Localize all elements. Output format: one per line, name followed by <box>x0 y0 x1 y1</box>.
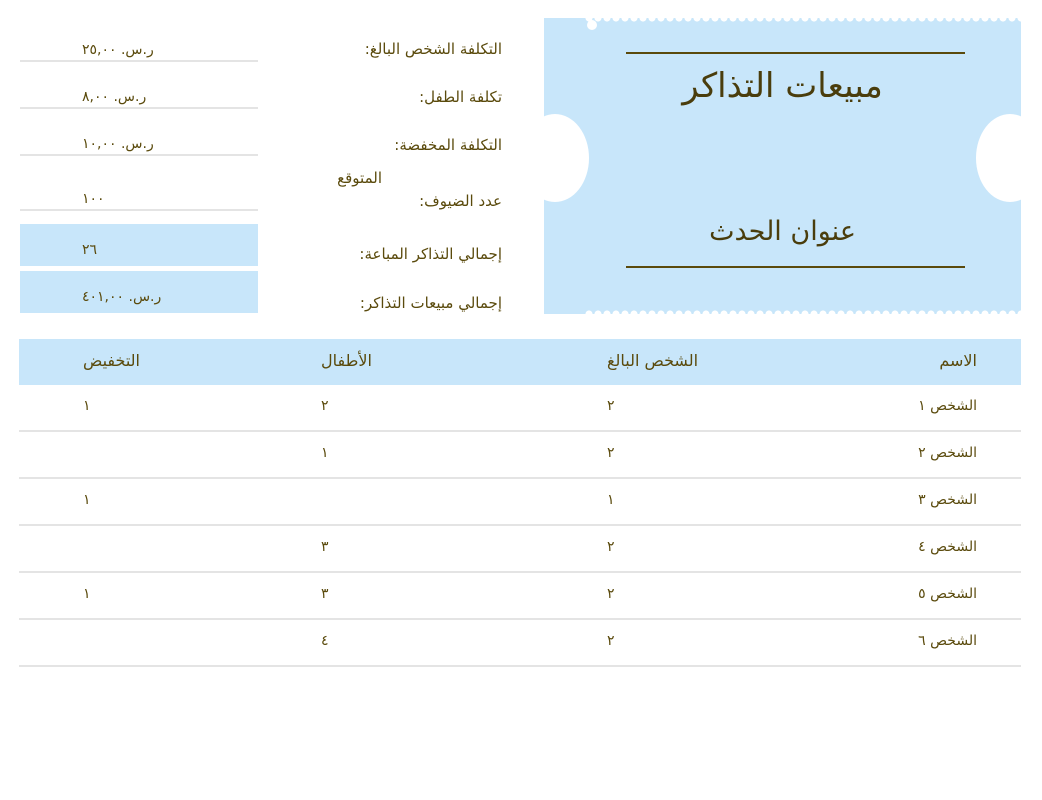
total-sales-value: ر.س. ٤٠١,٠٠ <box>82 289 162 305</box>
ticket-notch-left <box>544 114 589 202</box>
table-row <box>19 620 1021 667</box>
header-children[interactable]: الأطفال <box>321 351 372 370</box>
cell-children[interactable]: ٤ <box>321 633 329 649</box>
ticket-perforation-bottom <box>584 309 1021 314</box>
cell-name[interactable]: الشخص ٤ <box>918 539 977 555</box>
header-adult[interactable]: الشخص البالغ <box>607 351 699 370</box>
discount-cost-label: التكلفة المخفضة: <box>394 136 502 154</box>
adult-cost-label: التكلفة الشخص البالغ: <box>364 40 502 58</box>
ticket-punch-hole <box>587 20 597 30</box>
cell-adult[interactable]: ٢ <box>607 586 615 602</box>
cell-adult[interactable]: ٢ <box>607 633 615 649</box>
cell-adult[interactable]: ٢ <box>607 539 615 555</box>
discount-cost-value: ر.س. ١٠,٠٠ <box>82 136 154 152</box>
discount-cost-field[interactable] <box>20 136 258 156</box>
ticket-rule-top <box>626 52 965 54</box>
child-cost-value: ر.س. ٨,٠٠ <box>82 89 147 105</box>
table-row <box>19 573 1021 620</box>
ticket-notch-right <box>976 114 1021 202</box>
table-row <box>19 385 1021 432</box>
adult-cost-value: ر.س. ٢٥,٠٠ <box>82 42 154 58</box>
cell-adult[interactable]: ١ <box>607 492 615 508</box>
table-row <box>19 526 1021 573</box>
total-tickets-field[interactable] <box>20 224 258 266</box>
total-tickets-value: ٢٦ <box>82 242 98 258</box>
cell-discount[interactable]: ١ <box>83 492 91 508</box>
header-name[interactable]: الاسم <box>939 351 977 370</box>
cell-children[interactable]: ٣ <box>321 539 329 555</box>
child-cost-field[interactable] <box>20 89 258 109</box>
cell-children[interactable]: ٣ <box>321 586 329 602</box>
cell-adult[interactable]: ٢ <box>607 445 615 461</box>
cell-name[interactable]: الشخص ١ <box>918 398 977 414</box>
event-title[interactable]: عنوان الحدث <box>709 216 856 247</box>
cell-discount[interactable]: ١ <box>83 586 91 602</box>
expected-guests-label-line2: عدد الضيوف: <box>419 192 502 210</box>
ticket-perforation-top <box>584 18 1021 23</box>
cell-children[interactable]: ٢ <box>321 398 329 414</box>
total-tickets-label: إجمالي التذاكر المباعة: <box>359 245 502 263</box>
table-row <box>19 479 1021 526</box>
cell-children[interactable]: ١ <box>321 445 329 461</box>
expected-guests-field[interactable] <box>20 191 258 211</box>
expected-guests-label-line1: المتوقع <box>337 169 382 187</box>
guest-table <box>19 339 1021 667</box>
cell-adult[interactable]: ٢ <box>607 398 615 414</box>
cell-name[interactable]: الشخص ٥ <box>918 586 977 602</box>
total-sales-label: إجمالي مبيعات التذاكر: <box>359 294 502 312</box>
ticket-banner <box>544 18 1021 314</box>
ticket-title[interactable]: مبيعات التذاكر <box>682 66 883 106</box>
header-discount[interactable]: التخفيض <box>83 351 140 370</box>
total-sales-field[interactable] <box>20 271 258 313</box>
ticket-rule-bottom <box>626 266 965 268</box>
table-row <box>19 432 1021 479</box>
expected-guests-value: ١٠٠ <box>82 191 105 207</box>
child-cost-label: تكلفة الطفل: <box>419 88 502 106</box>
cell-name[interactable]: الشخص ٢ <box>918 445 977 461</box>
cell-discount[interactable]: ١ <box>83 398 91 414</box>
cell-name[interactable]: الشخص ٣ <box>918 492 977 508</box>
cell-name[interactable]: الشخص ٦ <box>918 633 977 649</box>
adult-cost-field[interactable] <box>20 42 258 62</box>
table-header-row <box>19 339 1021 385</box>
